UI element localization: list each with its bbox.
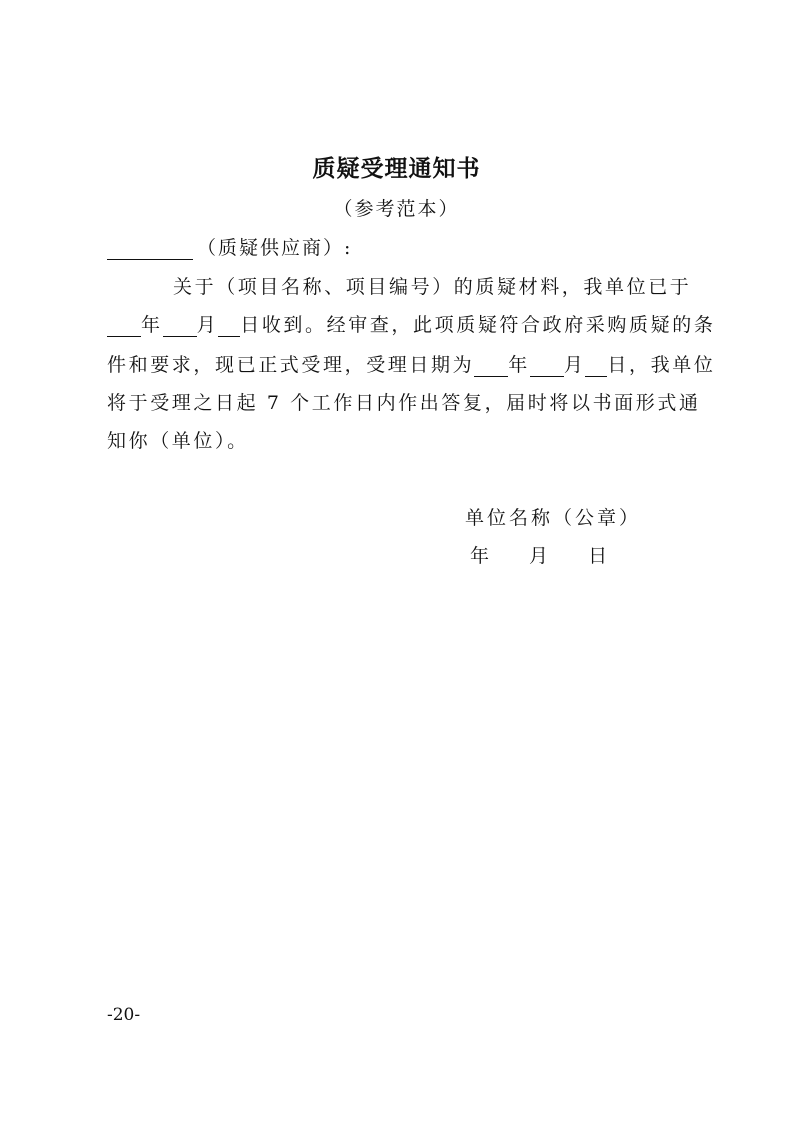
body-line-5: 知你（单位）。 xyxy=(107,430,249,452)
body-line-4: 将于受理之日起 7 个工作日内作出答复，届时将以书面形式通 xyxy=(107,392,701,414)
received-day-text: 日收到。经审查，此项质疑符合政府采购质疑的条 xyxy=(240,314,716,336)
signature-date: 年 月 日 xyxy=(470,545,611,567)
accept-text: 件和要求，现已正式受理，受理日期为 xyxy=(107,354,475,376)
addressee-label: （质疑供应商）: xyxy=(197,237,353,259)
received-day-blank xyxy=(218,318,240,337)
body-line-2 xyxy=(107,310,715,337)
received-month-blank xyxy=(163,318,197,337)
addressee-blank xyxy=(107,239,193,260)
accept-day-text: 日，我单位 xyxy=(607,354,716,376)
accept-month-label: 月 xyxy=(563,354,586,376)
body-line-3 xyxy=(107,350,715,377)
accept-year-blank xyxy=(474,358,508,377)
signature-org: 单位名称（公章） xyxy=(465,507,642,529)
document-title: 质疑受理通知书 xyxy=(312,155,481,182)
page-number: -20- xyxy=(107,1005,141,1025)
document-subtitle: （参考范本） xyxy=(333,198,460,220)
addressee-line xyxy=(107,233,352,260)
accept-year-label: 年 xyxy=(508,354,530,376)
received-year-blank xyxy=(107,318,141,337)
accept-month-blank xyxy=(530,358,564,377)
accept-day-blank xyxy=(585,358,607,377)
body-line-1: 关于（项目名称、项目编号）的质疑材料，我单位已于 xyxy=(173,276,692,298)
received-month-label: 月 xyxy=(196,314,219,336)
received-year-label: 年 xyxy=(141,314,163,336)
